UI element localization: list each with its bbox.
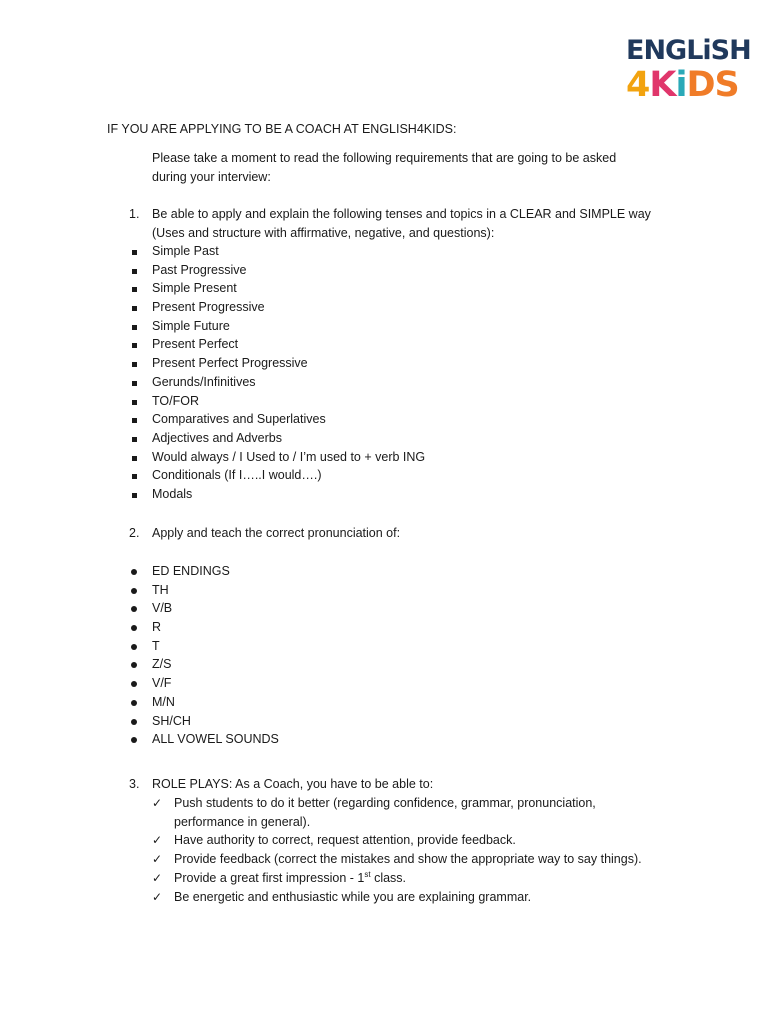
list-item-text: SH/CH	[152, 713, 191, 728]
section-number: 2.	[129, 526, 140, 540]
list-item	[129, 298, 425, 317]
check-icon: ✓	[152, 796, 163, 810]
list-item-text: Would always / I Used to / I’m used to + verb ING	[152, 449, 426, 464]
list-item	[129, 392, 425, 411]
english4kids-logo	[626, 35, 751, 124]
list-item-text: Comparatives and Superlatives	[152, 412, 326, 427]
list-item-text: Simple Past	[152, 244, 219, 258]
list-item	[129, 373, 425, 392]
square-bullet-icon	[129, 298, 139, 317]
list-item-text: Z/S	[152, 657, 172, 672]
list-item	[129, 562, 279, 581]
list-item-text: TH	[152, 582, 169, 597]
logo-english-text: ENGLiSH	[626, 35, 751, 66]
list-item: ✓ Provide a great first impression - 1st class.	[152, 869, 652, 888]
list-item	[129, 429, 425, 448]
list-item-text: M/N	[152, 694, 175, 709]
round-bullet-icon	[129, 618, 139, 637]
list-item	[129, 448, 425, 467]
list-item-text: Present Perfect Progressive	[152, 356, 308, 371]
list-item-text: T	[152, 638, 160, 653]
list-item	[129, 466, 425, 485]
list-item-text: Simple Present	[152, 281, 237, 296]
list-item-text: Present Perfect	[152, 337, 239, 352]
section-text: Be able to apply and explain the following tenses and topics in a CLEAR and SIMPLE way (Uses and structure with affirmative, negative, and questions):	[152, 207, 651, 240]
round-bullet-icon	[129, 730, 139, 749]
list-item	[129, 485, 425, 504]
list-item	[129, 730, 279, 749]
square-bullet-icon	[129, 354, 139, 373]
list-item-text: Past Progressive	[152, 262, 247, 277]
list-item: ✓ Push students to do it better (regarding confidence, grammar, pronunciation, performance in general).	[152, 796, 596, 829]
square-bullet-icon	[129, 485, 139, 504]
round-bullet-icon	[129, 674, 139, 693]
list-item-text: Modals	[152, 486, 193, 501]
list-item-text: V/B	[152, 601, 173, 616]
list-item: ✓ Be energetic and enthusiastic while you are explaining grammar.	[152, 888, 652, 907]
intro-paragraph: Please take a moment to read the following requirements that are going to be asked during your interview:	[152, 151, 617, 184]
check-icon: ✓	[152, 833, 163, 848]
round-bullet-icon	[129, 581, 139, 600]
round-bullet-icon	[129, 637, 139, 656]
list-item	[129, 335, 425, 354]
square-bullet-icon	[129, 392, 139, 411]
list-item	[129, 242, 425, 261]
list-item: ✓ Provide feedback (correct the mistakes and show the appropriate way to say things).	[152, 850, 652, 869]
list-item-text: Adjectives and Adverbs	[152, 430, 282, 445]
square-bullet-icon	[129, 373, 139, 392]
section-text: ROLE PLAYS: As a Coach, you have to be able to:	[152, 777, 434, 791]
check-icon: ✓	[152, 889, 163, 904]
list-item	[129, 674, 279, 693]
logo-4kids-text: 4KiDS	[626, 65, 739, 105]
round-bullet-icon	[129, 562, 139, 581]
round-bullet-icon	[129, 655, 139, 674]
round-bullet-icon	[129, 693, 139, 712]
list-item	[129, 354, 425, 373]
list-item-text: Simple Future	[152, 318, 230, 333]
square-bullet-icon	[129, 335, 139, 354]
tenses-list	[129, 242, 425, 504]
section-number: 3.	[129, 777, 140, 791]
check-icon: ✓	[152, 852, 163, 867]
section-number: 1.	[129, 207, 140, 221]
round-bullet-icon	[129, 599, 139, 618]
list-item	[129, 279, 425, 298]
pronunciation-list	[129, 562, 279, 749]
list-item-text: Present Progressive	[152, 300, 265, 315]
list-item	[129, 637, 279, 656]
square-bullet-icon	[129, 279, 139, 298]
role-plays-list	[152, 794, 652, 906]
list-item-text: V/F	[152, 676, 172, 691]
list-item	[129, 693, 279, 712]
square-bullet-icon	[129, 410, 139, 429]
list-item-text: Conditionals (If I…..I would….)	[152, 468, 322, 483]
list-item: ✓ Have authority to correct, request attention, provide feedback.	[152, 831, 652, 850]
list-item	[129, 317, 425, 336]
list-item-text: Gerunds/Infinitives	[152, 374, 256, 389]
list-item-text: R	[152, 620, 162, 635]
square-bullet-icon	[129, 466, 139, 485]
list-item	[129, 655, 279, 674]
list-item	[129, 261, 425, 280]
list-item	[129, 618, 279, 637]
section-text: Apply and teach the correct pronunciation of:	[152, 526, 401, 540]
square-bullet-icon	[129, 429, 139, 448]
list-item	[129, 599, 279, 618]
round-bullet-icon	[129, 712, 139, 731]
square-bullet-icon	[129, 448, 139, 467]
page-heading: IF YOU ARE APPLYING TO BE A COACH AT ENGLISH4KIDS:	[107, 122, 457, 136]
square-bullet-icon	[129, 261, 139, 280]
list-item	[129, 410, 425, 429]
list-item-text: ALL VOWEL SOUNDS	[152, 732, 279, 747]
list-item-text: TO/FOR	[152, 393, 199, 408]
list-item	[129, 712, 279, 731]
check-icon: ✓	[152, 870, 163, 885]
list-item	[129, 581, 279, 600]
list-item-text: ED ENDINGS	[152, 564, 230, 578]
square-bullet-icon	[129, 317, 139, 336]
square-bullet-icon	[129, 242, 139, 261]
